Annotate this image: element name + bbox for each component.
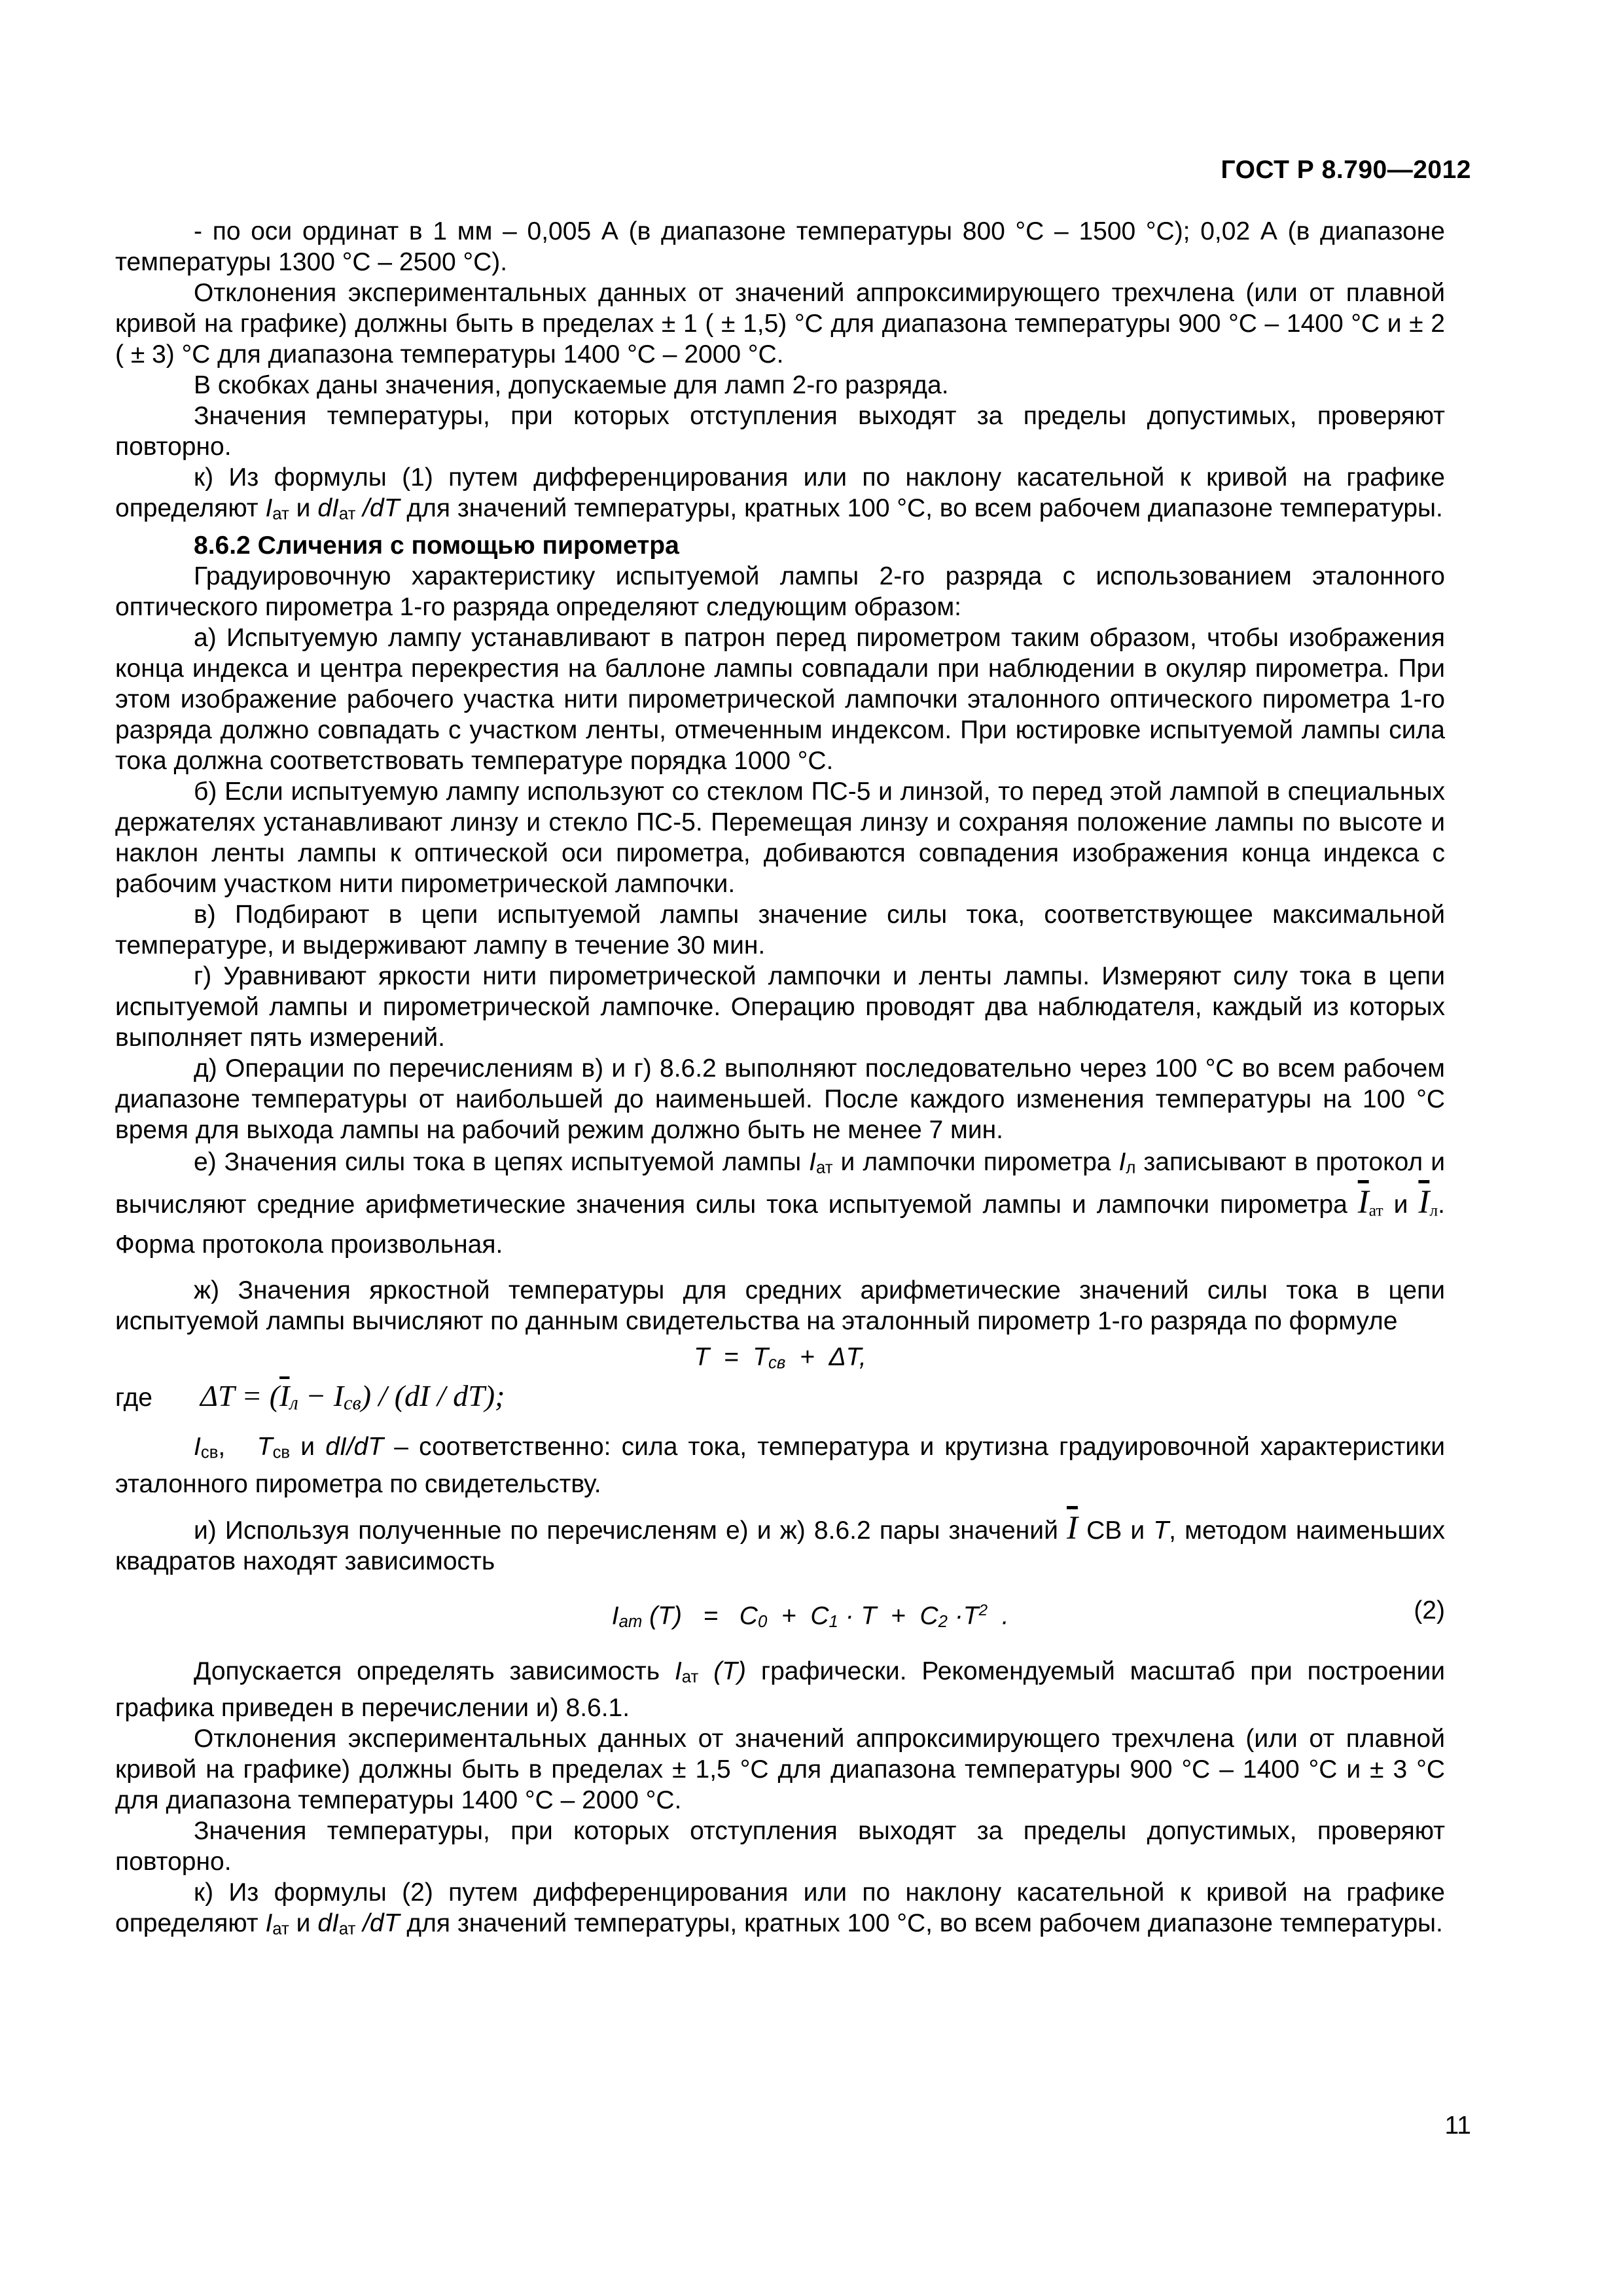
paragraph-item-zh: ж) Значения яркостной температуры для средних арифметические значений силы тока в цепи испытуемой лампы вычисляют по данным свидетельства на эталонный пирометр 1-го разряда по формуле bbox=[115, 1276, 1445, 1335]
paragraph-recheck-2: Значения температуры, при которых отступления выходят за пределы допустимых, проверяют повторно. bbox=[115, 1817, 1445, 1876]
where-label: где bbox=[115, 1383, 152, 1412]
formula-equation-2 bbox=[115, 1595, 1445, 1638]
paragraph-deviations: Отклонения экспериментальных данных от значений аппроксимирующего трехчлена (или от плавной кривой на графике) должны быть в пределах ± 1 ( ± 1,5) °С для диапазона температуры 900 °С – 1400 °С и ± 2 ( ± 3) °С для диапазона температуры 1400 °С – 2000 °С. bbox=[115, 279, 1445, 368]
formula-t-equals: T = Tсв + ΔT, bbox=[694, 1342, 866, 1372]
formula-delta-t bbox=[115, 1380, 1445, 1418]
delta-t-expression: $\Delta T = (\overline{I}л - Iсв) / (dI / dT)$; bbox=[200, 1378, 505, 1414]
paragraph-brackets-note: В скобках даны значения, допускаемые для ламп 2-го разряда. bbox=[194, 371, 949, 399]
paragraph-item-v: в) Подбирают в цепи испытуемой лампы значение силы тока, соответствующее максимальной температуре, и выдерживают лампу в течение 30 мин. bbox=[115, 900, 1445, 960]
paragraph-k-formula-1: к) Из формулы (1) путем дифференцирования или по наклону касательной к кривой на графике определяют Iат и dIат /dT для значений температуры, кратных 100 °С, во всем рабочем диапазоне температуры. bbox=[115, 463, 1445, 524]
equation-2-expression: Iam $(T) = C0 + C1 \cdot T + C2 \cdot T^2$ . bbox=[611, 1601, 1009, 1631]
paragraph-item-d: д) Операции по перечислениям в) и г) 8.6.2 выполняют последовательно через 100 °С во всем рабочем диапазоне температуры от наибольшей до наименьшей. После каждого изменения температуры на 100 °С время для выхода лампы на рабочий режим должно быть не менее 7 мин. bbox=[115, 1054, 1445, 1144]
equation-2-number: (2) bbox=[1414, 1596, 1445, 1624]
paragraph-item-a: а) Испытуемую лампу устанавливают в патрон перед пирометром таким образом, чтобы изображения конца индекса и центра перекрестия на баллоне лампы совпадали при наблюдении в окуляр пирометра. При этом изображение рабочего участка нити пирометрической лампочки эталонного оптического пирометра 1-го разряда должно совпадать с участком ленты, отмеченным индексом. При юстировке испытуемой лампы сила тока должна соответствовать температуре порядка 1000 °С. bbox=[115, 623, 1445, 775]
paragraph-deviations-2: Отклонения экспериментальных данных от значений аппроксимирующего трехчлена (или от плавной кривой на графике) должны быть в пределах ± 1,5 °С для диапазона температуры 900 °С – 1400 °С и ± 3 °С для диапазона температуры 1400 °С – 2000 °С. bbox=[115, 1725, 1445, 1815]
document-body bbox=[115, 216, 1445, 1945]
paragraph-item-b: б) Если испытуемую лампу используют со стеклом ПС-5 и линзой, то перед этой лампой в специальных держателях устанавливают линзу и стекло ПС-5. Перемещая линзу и сохраняя положение лампы по высоте и наклон ленты лампы к оптической оси пирометра, добиваются совпадения изображения конца индекса с рабочим участком нити пирометрической лампочки. bbox=[115, 777, 1445, 898]
paragraph-k-formula-2: к) Из формулы (2) путем дифференцирования или по наклону касательной к кривой на графике определяют Iат и dIат /dT для значений температуры, кратных 100 °С, во всем рабочем диапазоне температуры. bbox=[115, 1878, 1445, 1939]
paragraph-scale-ordinate: - по оси ординат в 1 мм – 0,005 А (в диапазоне температуры 800 °С – 1500 °С); 0,02 А (в диапазоне температуры 1300 °С – 2500 °С). bbox=[115, 217, 1445, 276]
page-number: 11 bbox=[1444, 2111, 1471, 2140]
paragraph-intro-pyrometer: Градуировочную характеристику испытуемой лампы 2-го разряда с использованием эталонного оптического пирометра 1-го разряда определяют следующим образом: bbox=[115, 562, 1445, 621]
paragraph-item-e: е) Значения силы тока в цепях испытуемой лампы Iат и лампочки пирометра Iл записывают в протокол и вычисляют средние арифметические значения силы тока испытуемой лампы и лампочки пирометра $\overline{I}ат$ и $\overline{I}л$. Форма протокола произвольная. bbox=[115, 1147, 1445, 1259]
paragraph-definitions: Iсв, Tсв и dI/dT – соответственно: сила тока, температура и крутизна градуировочной характеристики эталонного пирометра по свидетельству. bbox=[115, 1432, 1445, 1498]
paragraph-graphical: Допускается определять зависимость Iат (T) графически. Рекомендуемый масштаб при построении графика приведен в перечислении и) 8.6.1. bbox=[115, 1657, 1446, 1723]
paragraph-item-g: г) Уравнивают яркости нити пирометрической лампочки и ленты лампы. Измеряют силу тока в цепи испытуемой лампы и пирометрической лампочке. Операцию проводят два наблюдателя, каждый из которых выполняет пять измерений. bbox=[115, 961, 1445, 1052]
document-header: ГОСТ Р 8.790—2012 bbox=[1221, 156, 1471, 184]
section-heading: 8.6.2 Сличения с помощью пирометра bbox=[194, 531, 679, 560]
paragraph-recheck: Значения температуры, при которых отступления выходят за пределы допустимых, проверяют повторно. bbox=[115, 402, 1445, 461]
paragraph-item-i: и) Используя полученные по перечисленям е) и ж) 8.6.2 пары значений $\overline{I}$ СВ и T, методом наименьших квадратов находят зависимость bbox=[115, 1509, 1445, 1575]
